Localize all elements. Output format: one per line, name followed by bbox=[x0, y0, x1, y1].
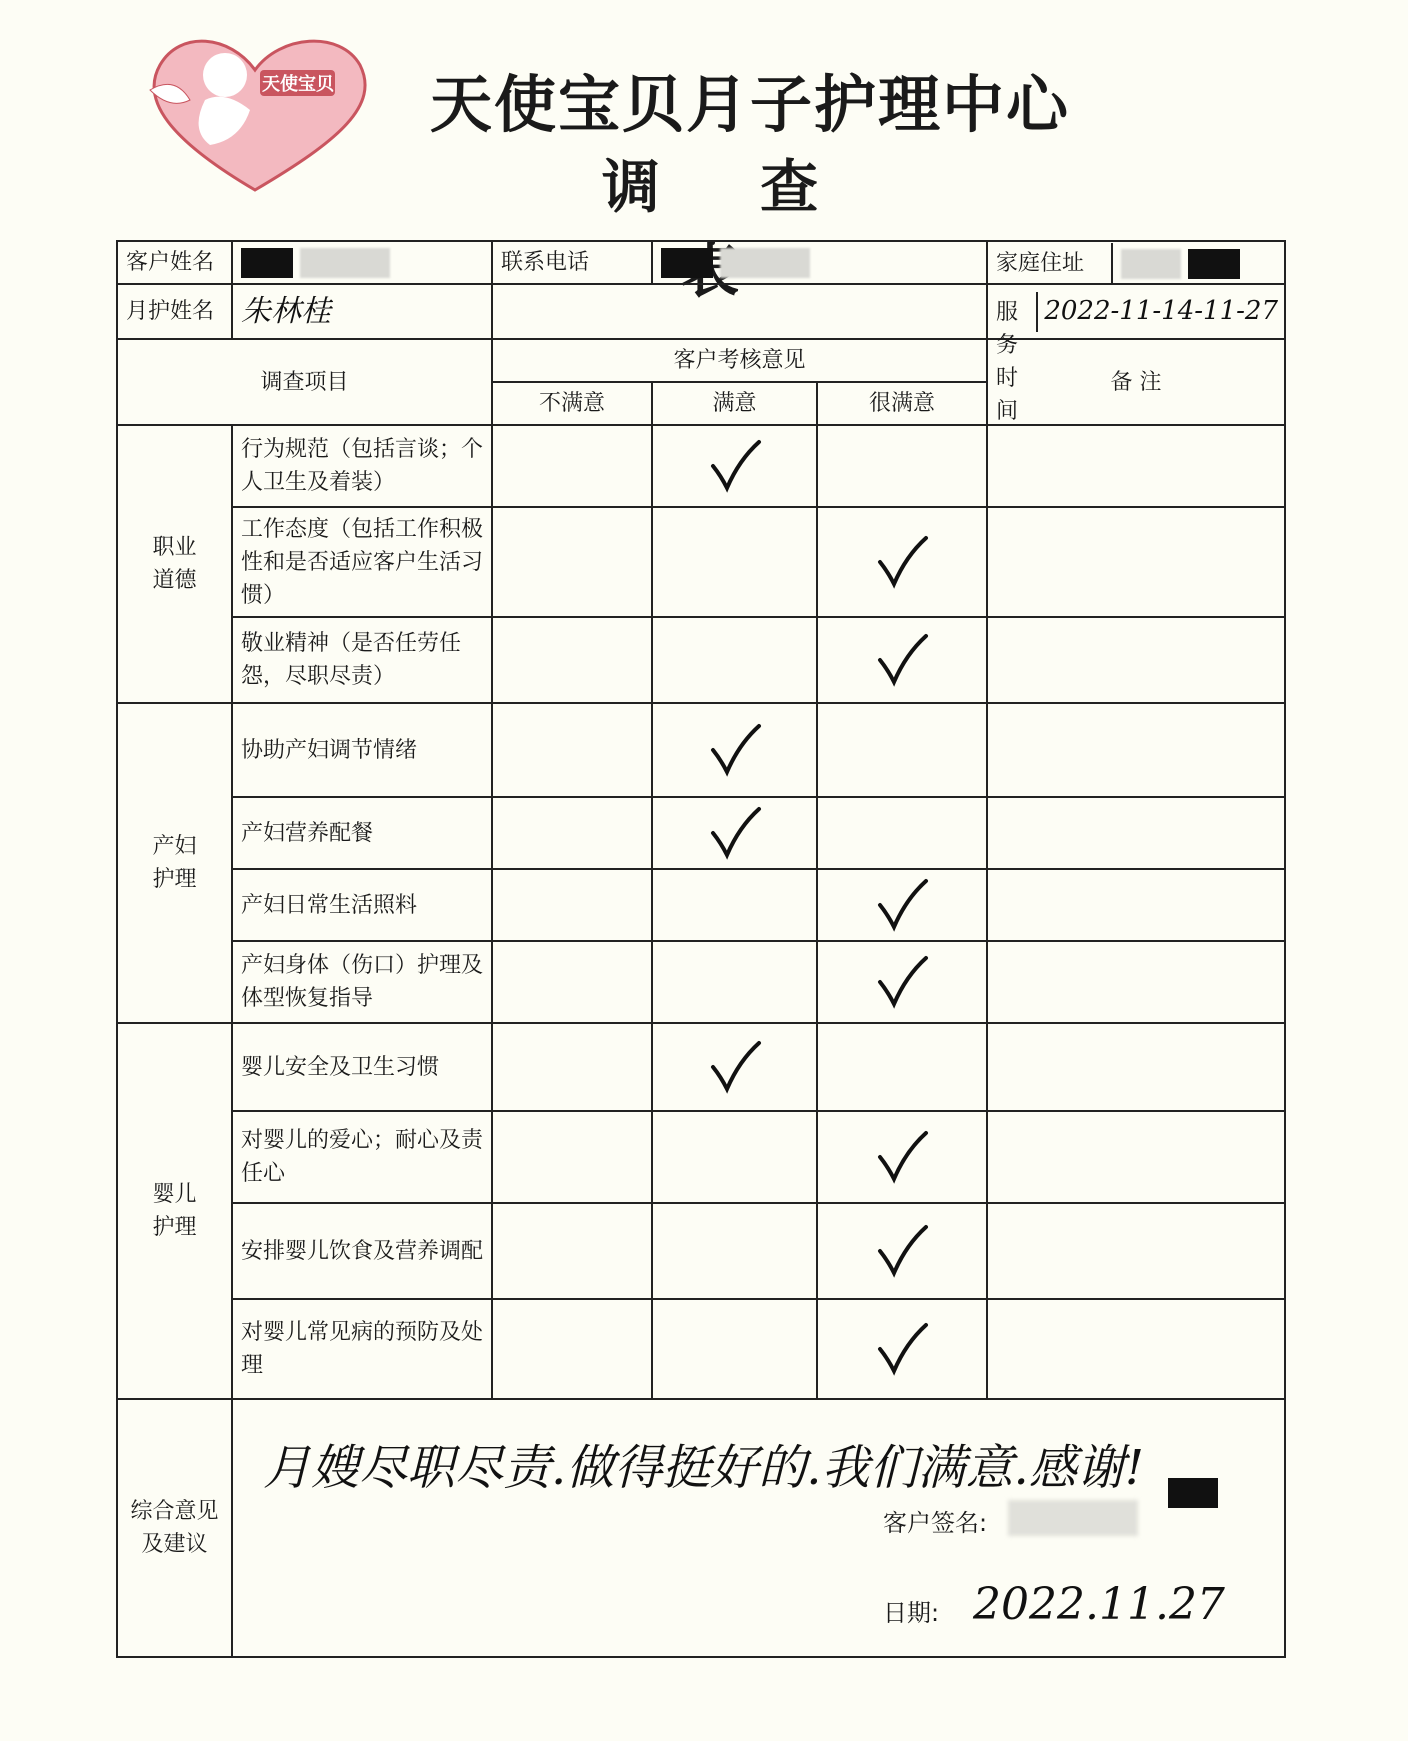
rating-cell bbox=[817, 797, 987, 869]
rating-cell bbox=[652, 703, 817, 797]
rating-cell bbox=[492, 1111, 652, 1203]
customer-name-value bbox=[232, 241, 492, 284]
check-mark-icon bbox=[872, 952, 932, 1012]
summary-cell bbox=[232, 1399, 1285, 1657]
nurse-name-value bbox=[232, 284, 492, 339]
rating-cell bbox=[817, 1203, 987, 1299]
group-label-professional-ethics: 职业 道德 bbox=[117, 425, 232, 703]
remarks-cell bbox=[987, 1203, 1285, 1299]
rating-cell bbox=[492, 941, 652, 1023]
rating-cell bbox=[652, 507, 817, 617]
service-time-value: 2022-11-14-11-27 bbox=[1044, 295, 1278, 326]
rating-cell bbox=[652, 869, 817, 941]
address-value bbox=[1113, 243, 1284, 283]
blurred-block bbox=[300, 248, 390, 278]
check-mark-icon bbox=[872, 630, 932, 690]
redacted-block bbox=[1188, 249, 1240, 279]
rating-cell bbox=[652, 797, 817, 869]
check-mark-icon bbox=[705, 803, 765, 863]
rating-cell bbox=[492, 703, 652, 797]
customer-name-label: 客户姓名 bbox=[117, 241, 232, 284]
address-cell bbox=[987, 241, 1285, 284]
signature-redacted bbox=[1168, 1478, 1218, 1508]
remarks-cell bbox=[987, 1023, 1285, 1111]
survey-item: 产妇身体（伤口）护理及体型恢复指导 bbox=[232, 941, 492, 1023]
nurse-name-label: 月护姓名 bbox=[117, 284, 232, 339]
remarks-cell bbox=[987, 425, 1285, 507]
remarks-cell bbox=[987, 617, 1285, 703]
check-mark-icon bbox=[872, 1319, 932, 1379]
check-mark-icon bbox=[705, 436, 765, 496]
signature-label: 客户签名: bbox=[883, 1509, 988, 1537]
rating-cell bbox=[817, 941, 987, 1023]
rating-cell bbox=[652, 1203, 817, 1299]
summary-label: 综合意见 及建议 bbox=[117, 1399, 232, 1657]
summary-comment-handwriting: 月嫂尽职尽责.做得挺好的.我们满意.感谢! bbox=[263, 1440, 1145, 1496]
remarks-cell bbox=[987, 1299, 1285, 1399]
remarks-cell bbox=[987, 703, 1285, 797]
rating-cell bbox=[492, 1203, 652, 1299]
survey-table bbox=[116, 240, 1286, 1658]
group-label-infant-care: 婴儿 护理 bbox=[117, 1023, 232, 1399]
page-title: 天使宝贝月子护理中心 bbox=[429, 68, 1070, 141]
service-time-label: 服务时间 bbox=[988, 292, 1038, 332]
rating-cell bbox=[492, 869, 652, 941]
check-mark-icon bbox=[705, 720, 765, 780]
date-label: 日期: bbox=[883, 1599, 940, 1627]
survey-item: 行为规范（包括言谈；个人卫生及着装） bbox=[232, 425, 492, 507]
blurred-block bbox=[720, 248, 810, 278]
rating-cell bbox=[492, 425, 652, 507]
date-value-handwriting: 2022.11.27 bbox=[973, 1579, 1225, 1630]
remarks-cell bbox=[987, 1111, 1285, 1203]
check-mark-icon bbox=[872, 532, 932, 592]
rating-cell bbox=[492, 1023, 652, 1111]
rating-cell bbox=[652, 1111, 817, 1203]
angel-heart-logo bbox=[130, 20, 380, 200]
rating-cell bbox=[652, 1023, 817, 1111]
rating-cell bbox=[817, 703, 987, 797]
phone-value bbox=[652, 241, 987, 284]
rating-cell bbox=[492, 797, 652, 869]
survey-item: 产妇营养配餐 bbox=[232, 797, 492, 869]
phone-label: 联系电话 bbox=[492, 241, 652, 284]
rating-cell bbox=[652, 425, 817, 507]
survey-item: 工作态度（包括工作积极性和是否适应客户生活习惯） bbox=[232, 507, 492, 617]
rating-cell bbox=[817, 869, 987, 941]
rating-cell bbox=[492, 617, 652, 703]
rating-cell bbox=[817, 507, 987, 617]
rating-cell bbox=[652, 941, 817, 1023]
redacted-block bbox=[241, 248, 293, 278]
remarks-cell bbox=[987, 797, 1285, 869]
rating-cell bbox=[492, 1299, 652, 1399]
check-mark-icon bbox=[872, 1221, 932, 1281]
address-label: 家庭住址 bbox=[988, 243, 1113, 283]
empty-cell bbox=[492, 284, 987, 339]
survey-item: 产妇日常生活照料 bbox=[232, 869, 492, 941]
check-mark-icon bbox=[872, 1127, 932, 1187]
check-mark-icon bbox=[705, 1037, 765, 1097]
blurred-block bbox=[1121, 249, 1181, 279]
survey-item: 协助产妇调节情绪 bbox=[232, 703, 492, 797]
very-satisfied-header: 很满意 bbox=[817, 382, 987, 425]
rating-cell bbox=[817, 425, 987, 507]
rating-cell bbox=[652, 617, 817, 703]
survey-item: 安排婴儿饮食及营养调配 bbox=[232, 1203, 492, 1299]
check-mark-icon bbox=[872, 875, 932, 935]
nurse-name-handwriting: 朱林桂 bbox=[241, 294, 331, 329]
logo-text: 天使宝贝 bbox=[262, 74, 334, 95]
redacted-block bbox=[661, 248, 713, 278]
survey-item: 对婴儿的爱心；耐心及责任心 bbox=[232, 1111, 492, 1203]
survey-item-header: 调查项目 bbox=[117, 339, 492, 425]
group-label-maternal-care: 产妇 护理 bbox=[117, 703, 232, 1023]
remarks-cell bbox=[987, 941, 1285, 1023]
remarks-cell bbox=[987, 507, 1285, 617]
rating-cell bbox=[817, 617, 987, 703]
rating-cell bbox=[817, 1111, 987, 1203]
evaluation-header: 客户考核意见 bbox=[492, 339, 987, 382]
rating-cell bbox=[817, 1023, 987, 1111]
remarks-cell bbox=[987, 869, 1285, 941]
survey-item: 敬业精神（是否任劳任怨，尽职尽责） bbox=[232, 617, 492, 703]
survey-item: 对婴儿常见病的预防及处理 bbox=[232, 1299, 492, 1399]
survey-item: 婴儿安全及卫生习惯 bbox=[232, 1023, 492, 1111]
rating-cell bbox=[492, 507, 652, 617]
rating-cell bbox=[817, 1299, 987, 1399]
unsatisfied-header: 不满意 bbox=[492, 382, 652, 425]
satisfied-header: 满意 bbox=[652, 382, 817, 425]
page-subtitle: 调 查 bbox=[601, 153, 859, 221]
remarks-header: 备 注 bbox=[987, 339, 1285, 425]
rating-cell bbox=[652, 1299, 817, 1399]
signature-blurred bbox=[1008, 1500, 1138, 1536]
